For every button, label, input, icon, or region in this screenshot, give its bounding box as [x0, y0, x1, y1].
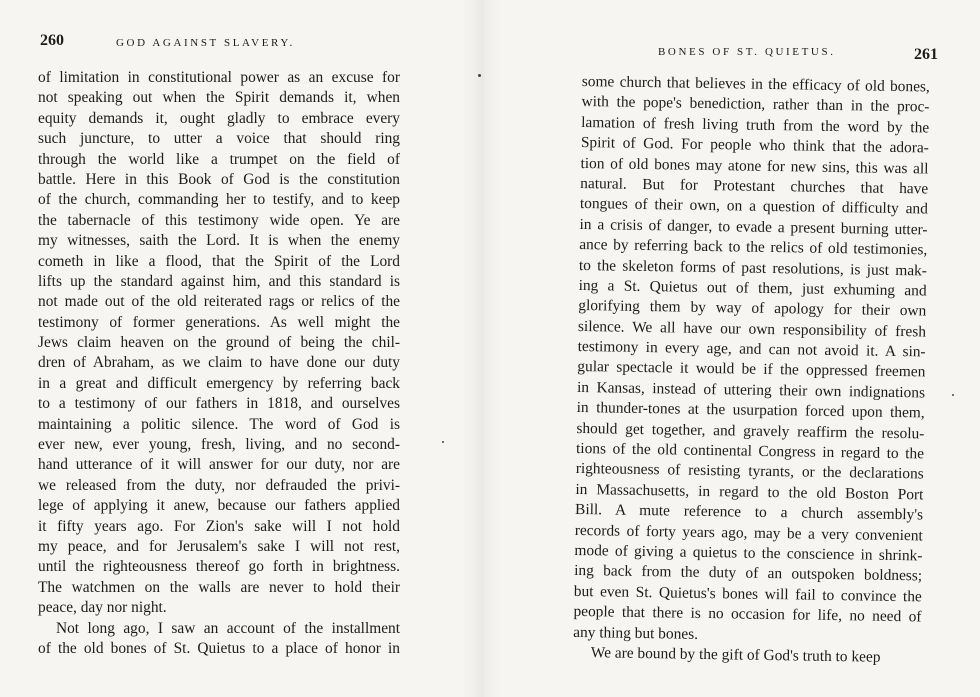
- text-line: testimony of former generations. As well might the: [38, 313, 400, 331]
- text-line: records of forty years ago, may be a very convenient: [574, 521, 923, 545]
- left-page-number: 260: [40, 32, 64, 49]
- text-line: tions of the old continental Congress in regard to the: [575, 439, 925, 463]
- text-line: of the old bones of St. Quietus to a place of honor in: [38, 639, 400, 657]
- text-line: dren of Abraham, as we claim to have done our duty: [38, 354, 400, 372]
- text-line: to a testimony of our fathers in 1818, and ourselves: [38, 395, 400, 413]
- text-line: ever new, ever young, fresh, living, and no second-: [38, 436, 400, 454]
- text-line: battle. Here in this Book of God is the constitution: [38, 170, 400, 188]
- text-line: until the righteousness thereof go forth in brightness.: [38, 558, 400, 576]
- text-line: but even St. Quietus's bones will fail to convince the: [573, 582, 922, 606]
- text-line: people that there is no occasion for life, no need of: [573, 603, 922, 626]
- text-line: not made out of the old reiterated rags or relics of the: [38, 293, 400, 311]
- text-line: in Massachusetts, in regard to the old Boston Port: [575, 480, 924, 504]
- right-running-head: BONES OF ST. QUIETUS.: [658, 46, 836, 58]
- text-line: testimony in every age, and can not avoid it. A sin-: [577, 338, 926, 361]
- ink-speck: [442, 441, 444, 443]
- text-line: my witnesses, saith the Lord. It is when the enemy: [38, 232, 400, 250]
- text-line: Spirit of God. For people who think that the adora-: [580, 134, 929, 157]
- text-line: in a great and difficult emergency by referring back: [38, 374, 400, 392]
- text-line: Jews claim heaven on the ground of being the chil-: [38, 334, 400, 352]
- text-line: such juncture, to utter a voice that should ring: [38, 130, 400, 148]
- text-line: lege of applying it anew, because our fathers applied: [38, 497, 400, 515]
- text-line: of limitation in constitutional power as an excuse for: [38, 69, 400, 86]
- text-line: the tabernacle of this testimony wide open. Ye are: [38, 211, 400, 229]
- text-line: hand utterance of it will answer for our duty, nor are: [38, 456, 400, 474]
- text-line: in a crisis of danger, to evade a present burning utter-: [579, 215, 928, 239]
- right-page: [490, 0, 980, 697]
- left-page-text: [38, 68, 400, 659]
- text-line: Bill. A mute reference to a church assembly's: [574, 501, 924, 524]
- text-line: Not long ago, I saw an account of the installment: [56, 619, 400, 637]
- text-line: we released from the duty, nor defrauded the privi-: [38, 476, 400, 494]
- text-line: maintaining a politic silence. The word of God is: [38, 415, 400, 433]
- text-line: through the world like a trumpet on the field of: [38, 150, 400, 168]
- text-line: should get together, and gravely reaffirm the resolu-: [576, 419, 925, 443]
- text-line: mode of giving a quietus to the conscience in shrink-: [574, 541, 923, 565]
- text-line: cometh in like a flood, that the Spirit of the Lord: [38, 252, 400, 270]
- text-line: ing back from the duty of an outspoken boldness;: [574, 562, 923, 585]
- text-line: We are bound by the gift of God's truth to keep: [590, 644, 881, 666]
- text-line: to the skeleton forms of past resolutions, is just mak-: [578, 256, 928, 279]
- text-line: ance by referring back to the relics of old testimonies,: [579, 236, 928, 259]
- right-page-text: [573, 72, 930, 669]
- text-line: natural. But for Protestant churches that have: [580, 174, 929, 198]
- text-line: of the church, commanding her to testify, and to keep: [38, 191, 400, 209]
- text-line: it fifty years ago. For Zion's sake will I not hold: [38, 517, 400, 535]
- text-line: lamation of fresh living truth from the word by the: [581, 113, 930, 137]
- text-line: tongues of their own, on a question of difficulty and: [579, 195, 929, 218]
- text-line: with the pope's benediction, rather than in the proc-: [581, 93, 930, 116]
- text-line: equity demands it, ought gladly to embrace every: [38, 109, 400, 127]
- text-line: glorifying them by way of apology for their own: [578, 297, 927, 320]
- text-line: gular spectacle it would be if the oppressed freemen: [577, 358, 926, 381]
- text-line: silence. We all have our own responsibility of fresh: [577, 317, 927, 341]
- text-line: some church that believes in the efficacy of old bones,: [581, 72, 930, 96]
- text-line: peace, day nor night.: [38, 599, 167, 617]
- right-page-number: 261: [914, 46, 938, 63]
- text-line: in Kansas, instead of uttering their own indignations: [576, 378, 926, 402]
- text-line: my peace, and for Jerusalem's sake I will not rest,: [38, 537, 400, 555]
- left-page: [0, 0, 470, 697]
- text-line: righteousness of resisting tyrants, or the declarations: [575, 460, 924, 483]
- text-line: The watchmen on the walls are never to hold their: [38, 578, 400, 596]
- text-line: not speaking out when the Spirit demands it, when: [38, 89, 400, 107]
- text-line: tion of old bones may atone for new sins, this was all: [580, 154, 929, 178]
- text-line: in thunder-tones at the usurpation forced upon them,: [576, 399, 925, 422]
- ink-speck: [952, 394, 954, 396]
- text-line: ing a St. Quietus out of them, just exhuming and: [578, 276, 927, 300]
- ink-speck: [478, 74, 481, 77]
- text-line: any thing but bones.: [573, 623, 699, 643]
- left-running-head: GOD AGAINST SLAVERY.: [116, 37, 295, 49]
- text-line: lifts up the standard against him, and this standard is: [38, 272, 400, 290]
